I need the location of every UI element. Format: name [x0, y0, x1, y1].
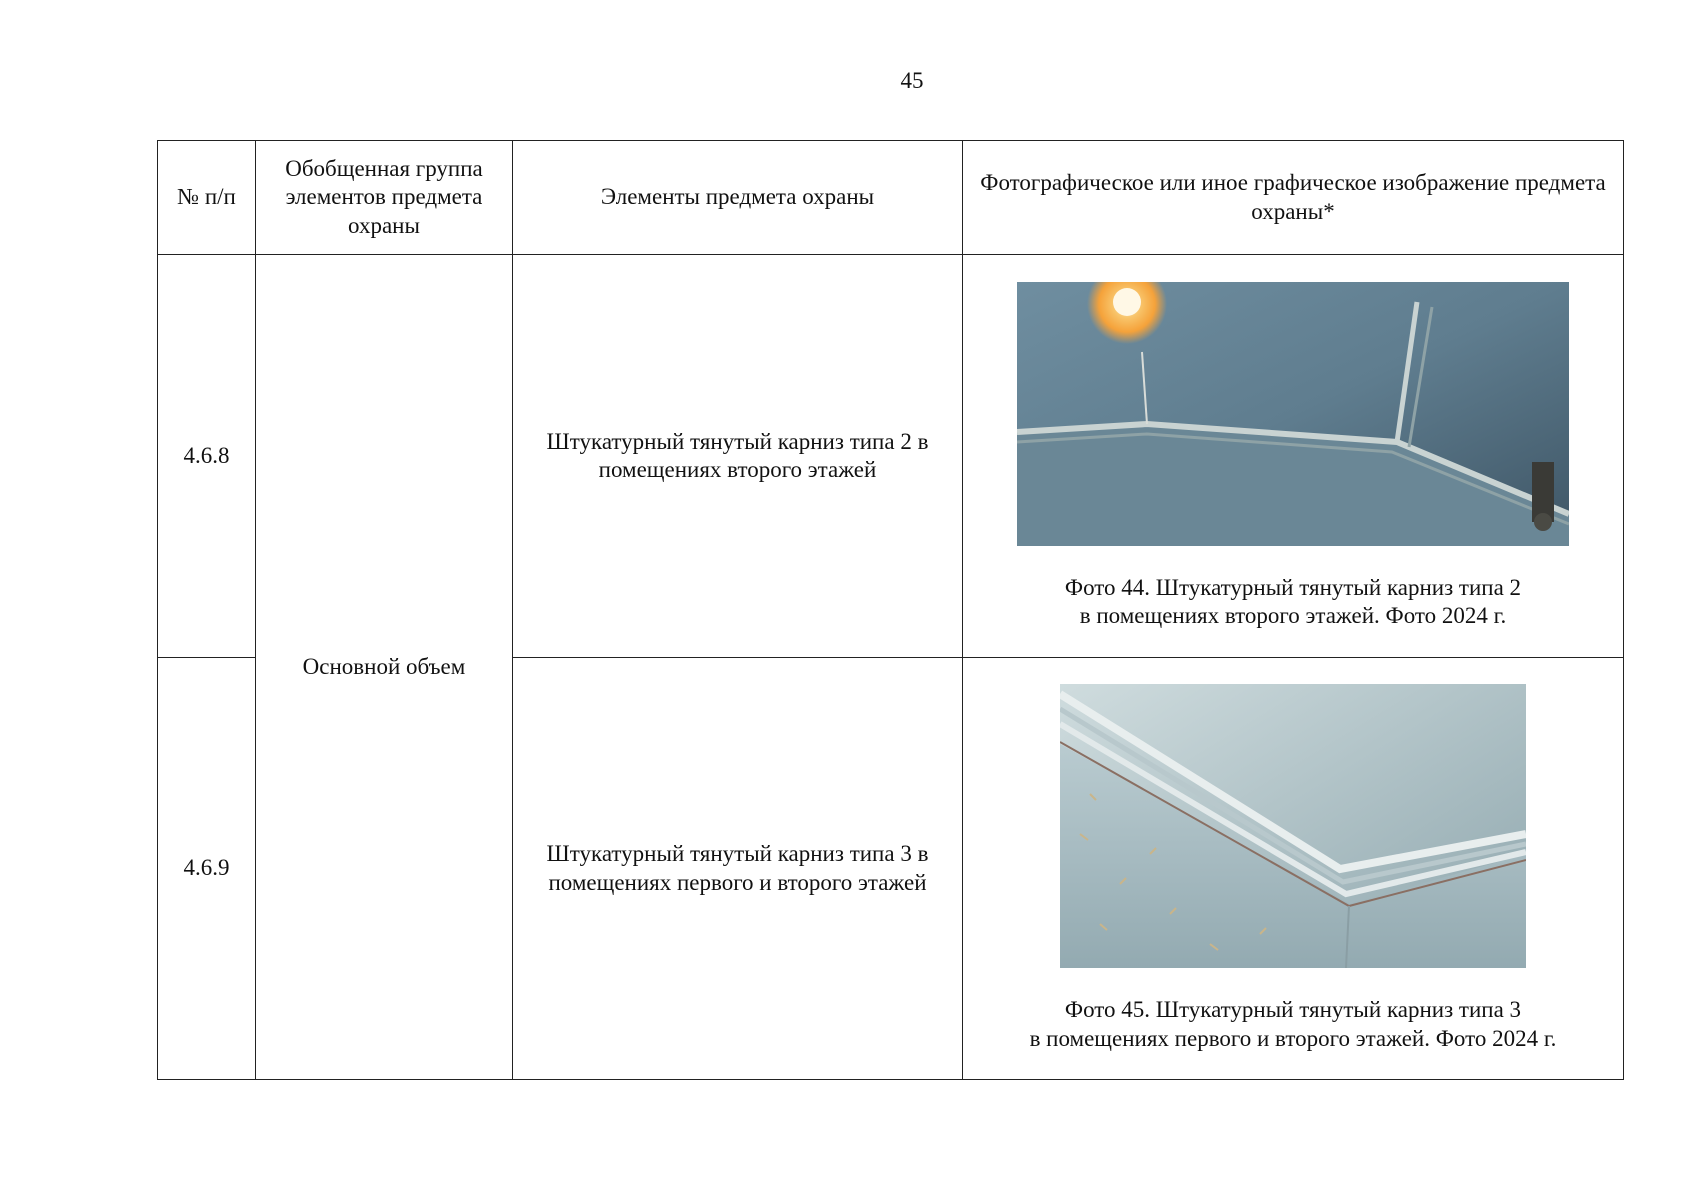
photo-cell — [963, 255, 1624, 658]
row-number: 4.6.9 — [158, 658, 256, 1080]
group-cell: Основной объем — [256, 255, 513, 1080]
photo-caption-line: Фото 44. Штукатурный тянутый карниз типа 2 — [1064, 574, 1522, 600]
photo-44 — [1017, 282, 1569, 546]
photo-45 — [1060, 684, 1526, 968]
row-number: 4.6.8 — [158, 255, 256, 658]
header-elements: Элементы предмета охраны — [513, 141, 963, 255]
header-num: № п/п — [158, 141, 256, 255]
protection-table — [157, 140, 1624, 1080]
photo-caption-line: в помещениях второго этажей. Фото 2024 г. — [1079, 603, 1507, 628]
header-group: Обобщенная группа элементов предмета охраны — [256, 141, 513, 255]
element-cell: Штукатурный тянутый карниз типа 3 в помещениях первого и второго этажей — [513, 658, 963, 1080]
photo-cell — [963, 658, 1624, 1080]
table-header-row — [158, 141, 1624, 255]
header-image: Фотографическое или иное графическое изображение предмета охраны* — [963, 141, 1624, 255]
element-cell: Штукатурный тянутый карниз типа 2 в помещениях второго этажей — [513, 255, 963, 658]
photo-caption-line: Фото 45. Штукатурный тянутый карниз типа 3 — [1064, 997, 1522, 1023]
page-number: 45 — [900, 68, 924, 93]
photo-caption-line: в помещениях первого и второго этажей. Фото 2024 г. — [1029, 1025, 1557, 1051]
table-row — [158, 255, 1624, 658]
